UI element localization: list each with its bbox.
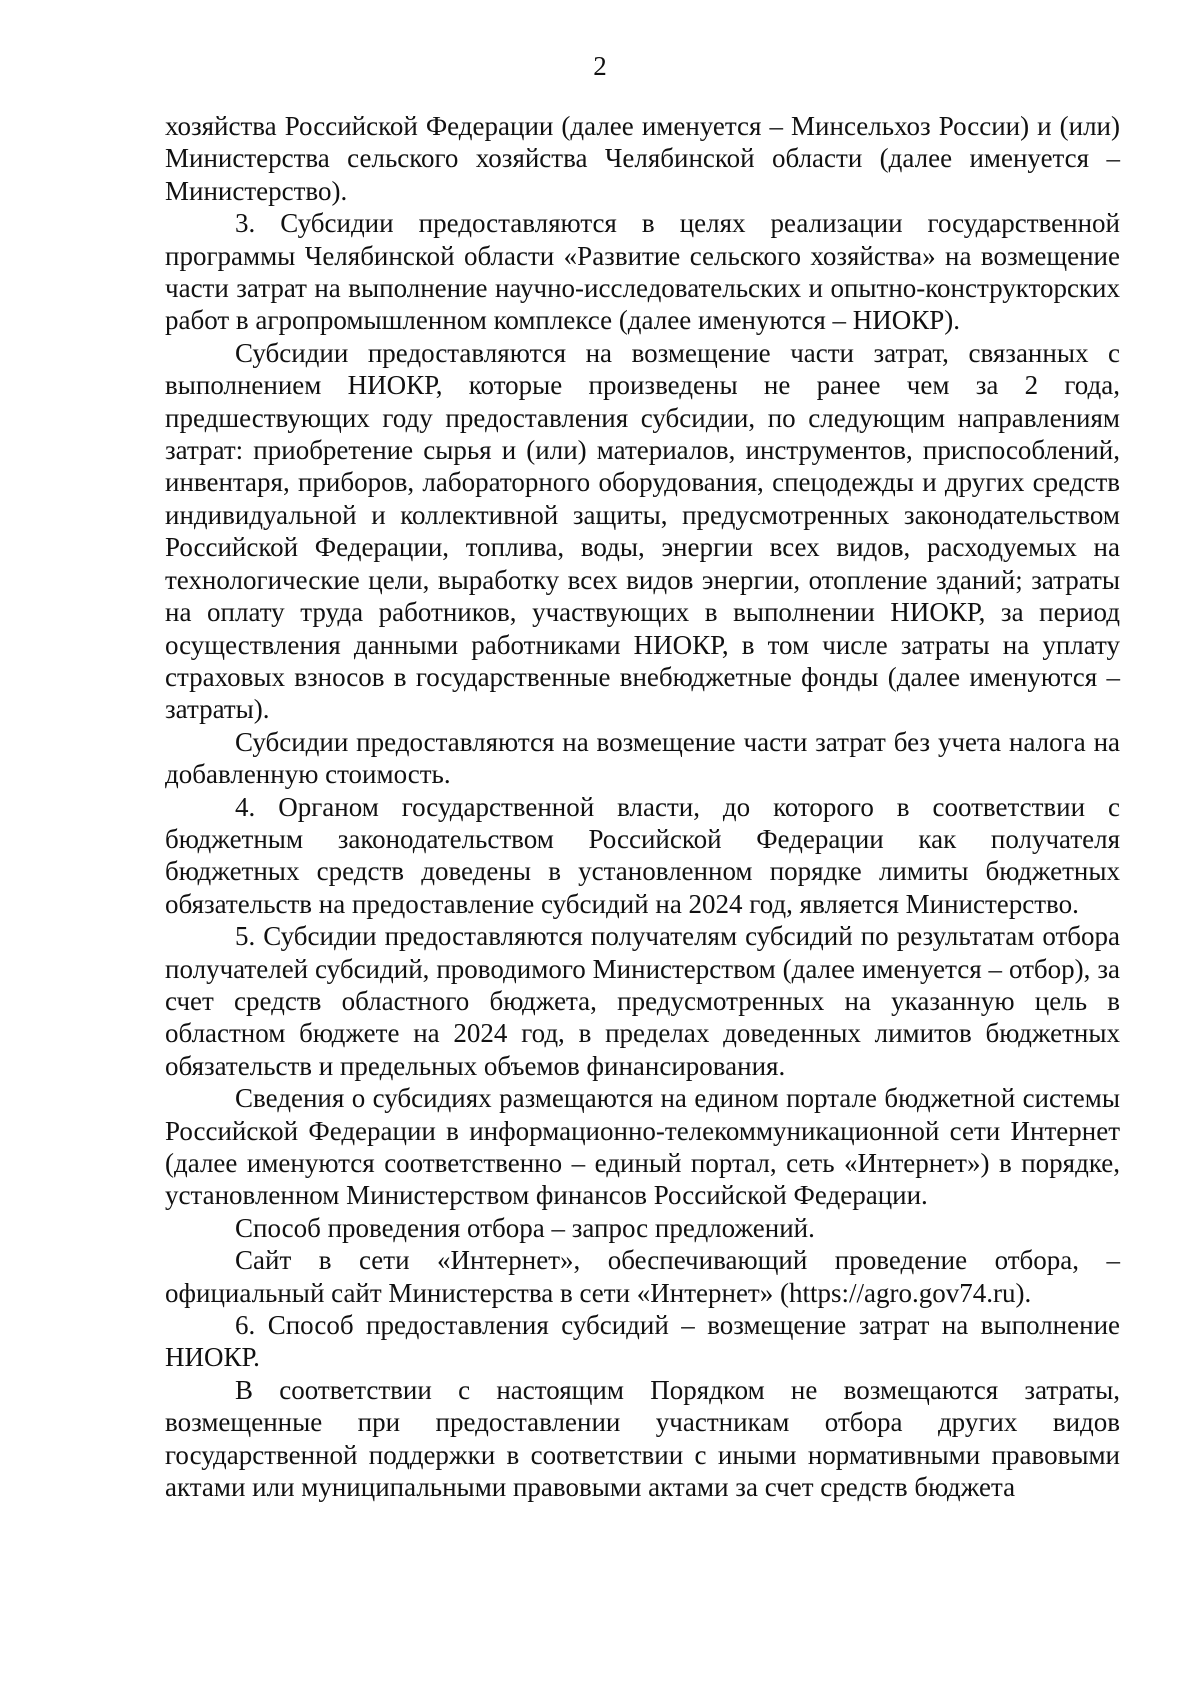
paragraph-website: Сайт в сети «Интернет», обеспечивающий проведение отбора, – официальный сайт Министерства в сети «Интернет» (https://agro.gov74.ru).	[165, 1245, 1120, 1308]
paragraph-item-4: 4. Органом государственной власти, до которого в соответствии с бюджетным законодательством Российской Федерации как получателя бюджетных средств доведены в установленном порядке лимиты бюджетных обязательств на предоставление субсидий на 2024 год, является Министерство.	[165, 791, 1120, 919]
paragraph-not-reimbursed: В соответствии с настоящим Порядком не возмещаются затраты, возмещенные при предоставлении участникам отбора других видов государственной поддержки в соответствии с иными нормативными правовыми актами или муниципальными правовыми актами за счет средств бюджета	[165, 1374, 1120, 1503]
paragraph-item-5: 5. Субсидии предоставляются получателям субсидий по результатам отбора получателей субсидий, проводимого Министерством (далее именуется – отбор), за счет средств областного бюджета, предусмотренных на указанную цель в областном бюджете на 2024 год, в пределах доведенных лимитов бюджетных обязательств и предельных объемов финансирования.	[165, 921, 1120, 1081]
paragraph-selection-method: Способ проведения отбора – запрос предложений.	[235, 1212, 815, 1243]
paragraph-vat: Субсидии предоставляются на возмещение части затрат без учета налога на добавленную стоимость.	[165, 726, 1120, 790]
paragraph-item-3: 3. Субсидии предоставляются в целях реализации государственной программы Челябинской области «Развитие сельского хозяйства» на возмещение части затрат на выполнение научно-исследовательских и опытно-конструкторских работ в агропромышленном комплексе (далее именуются – НИОКР).	[165, 208, 1120, 336]
document-body	[165, 110, 1120, 1503]
paragraph-portal: Сведения о субсидиях размещаются на едином портале бюджетной системы Российской Федерации в информационно-телекоммуникационной сети Интернет (далее именуются соответственно – единый портал, сеть «Интернет») в порядке, установленном Министерством финансов Российской Федерации.	[165, 1083, 1120, 1211]
paragraph-continuation: хозяйства Российской Федерации (далее именуется – Минсельхоз России) и (или) Министерства сельского хозяйства Челябинской области (далее именуется – Министерство).	[165, 111, 1120, 206]
page-number: 2	[593, 51, 607, 81]
paragraph-item-6: 6. Способ предоставления субсидий – возмещение затрат на выполнение НИОКР.	[165, 1310, 1120, 1373]
paragraph-costs: Субсидии предоставляются на возмещение части затрат, связанных с выполнением НИОКР, которые произведены не ранее чем за 2 года, предшествующих году предоставления субсидии, по следующим направлениям затрат: приобретение сырья и (или) материалов, инструментов, приспособлений, инвентаря, приборов, лабораторного оборудования, спецодежды и других средств индивидуальной и коллективной защиты, предусмотренных законодательством Российской Федерации, топлива, воды, энергии всех видов, расходуемых на технологические цели, выработку всех видов энергии, отопление зданий; затраты на оплату труда работников, участвующих в выполнении НИОКР, за период осуществления данными работниками НИОКР, в том числе затраты на уплату страховых взносов в государственные внебюджетные фонды (далее именуются – затраты).	[165, 337, 1120, 725]
